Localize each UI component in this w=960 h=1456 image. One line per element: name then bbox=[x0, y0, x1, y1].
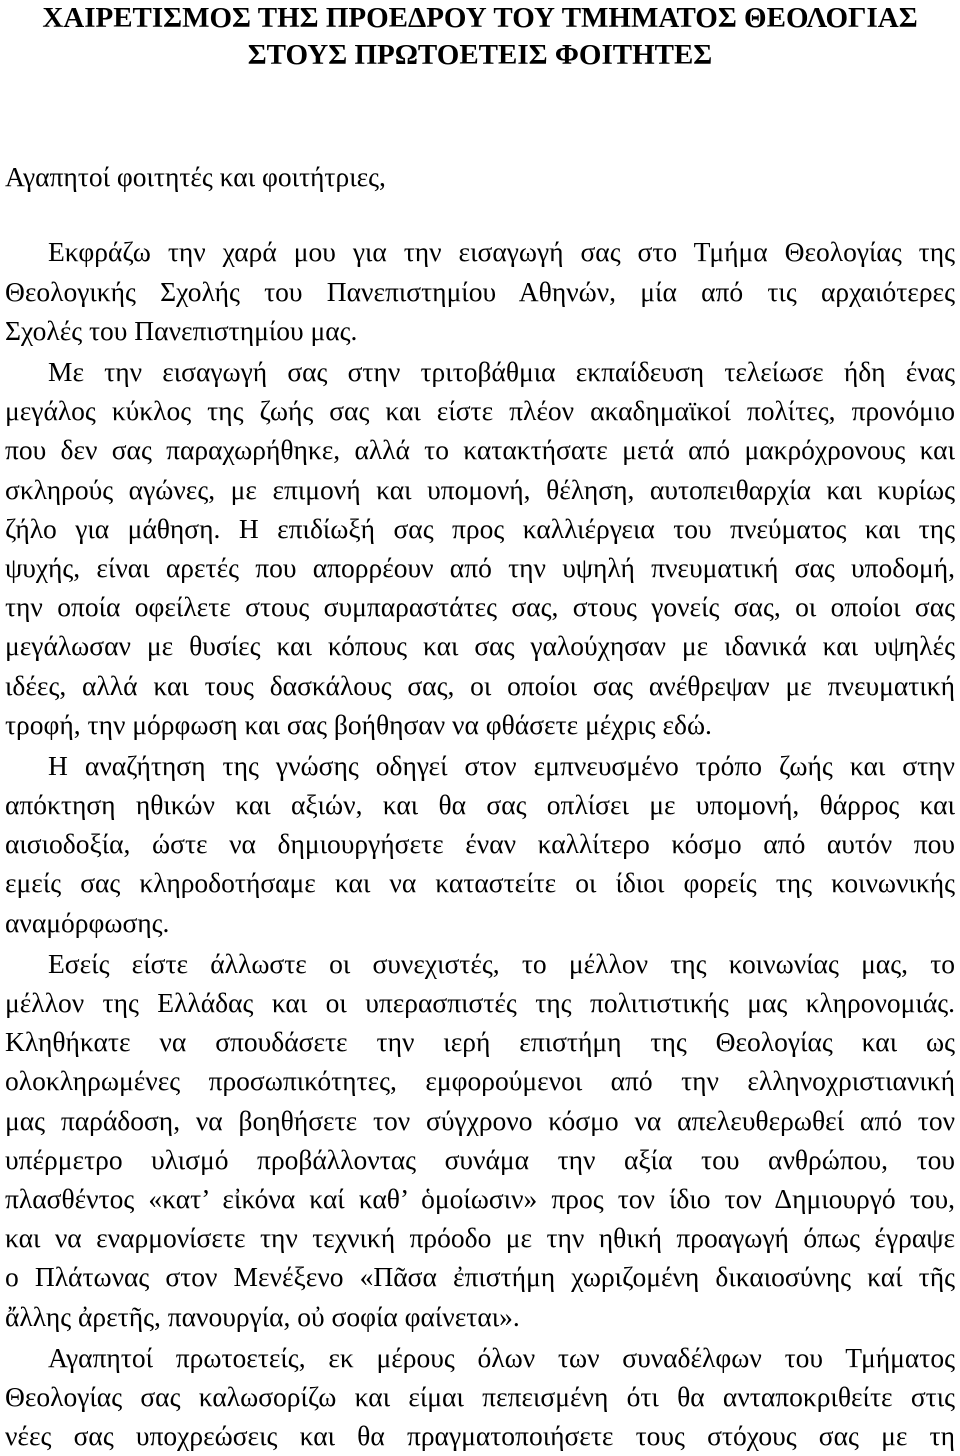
body-paragraph bbox=[5, 944, 955, 1336]
paragraph-line: μας παράδοση, να βοηθήσετε τον σύγχρονο κόσμο να απελευθερωθεί από τον bbox=[5, 1104, 955, 1136]
paragraph-line: που δεν σας παραχωρήθηκε, αλλά το κατακτήσατε μετά από μακρόχρονους και bbox=[5, 434, 955, 466]
paragraph-line: και να εναρμονίσετε την τεχνική πρόοδο με την ηθική προαγωγή όπως έγραψε bbox=[5, 1222, 955, 1254]
paragraph-line: Η αναζήτηση της γνώσης οδηγεί στον εμπνευσμένο τρόπο ζωής και στην bbox=[48, 749, 955, 781]
body-paragraph bbox=[5, 746, 955, 942]
paragraph-line: Με την εισαγωγή σας στην τριτοβάθμια εκπαίδευση τελείωσε ήδη ένας bbox=[48, 356, 955, 388]
paragraph-line: αναμόρφωσης. bbox=[5, 906, 170, 938]
title-line: ΧΑΙΡΕΤΙΣΜΟΣ ΤΗΣ ΠΡΟΕΔΡΟΥ ΤΟΥ ΤΜΗΜΑΤΟΣ ΘΕΟΛΟΓΙΑΣ bbox=[42, 2, 918, 34]
paragraph-line: Θεολογίας σας καλωσορίζω και είμαι πεπεισμένη ότι θα ανταποκριθείτε στις bbox=[5, 1380, 955, 1412]
paragraph-line: ιδέες, αλλά και τους δασκάλους σας, οι οποίοι σας ανέθρεψαν με πνευματική bbox=[5, 669, 955, 701]
paragraph-line: τροφή, την μόρφωση και σας βοήθησαν να φθάσετε μέχρις εδώ. bbox=[5, 708, 712, 740]
paragraph-line: ψυχής, είναι αρετές που απορρέουν από την υψηλή πνευματική σας υποδομή, bbox=[5, 551, 955, 583]
paragraph-line: Σχολές του Πανεπιστημίου μας. bbox=[5, 314, 358, 346]
paragraph-line: Εκφράζω την χαρά μου για την εισαγωγή σας στο Τμήμα Θεολογίας της bbox=[48, 236, 955, 268]
paragraph-line: μεγάλος κύκλος της ζωής σας και είστε πλέον ακαδημαϊκοί πολίτες, προνόμιο bbox=[5, 395, 955, 427]
paragraph-line: μέλλον της Ελλάδας και οι υπερασπιστές της πολιτιστικής μας κληρονομιάς. bbox=[5, 987, 955, 1019]
paragraph-line: απόκτηση ηθικών και αξιών, και θα σας οπλίσει με υπομονή, θάρρος και bbox=[5, 789, 955, 821]
body-paragraph bbox=[5, 232, 955, 350]
paragraph-line: ζήλο για μάθηση. Η επιδίωξή σας προς καλλιέργεια του πνεύματος και της bbox=[5, 512, 955, 544]
paragraph-line: σκληρούς αγώνες, με επιμονή και υπομονή, θέληση, αυτοπειθαρχία και κυρίως bbox=[5, 473, 955, 505]
paragraph-line: νέες σας υποχρεώσεις και θα πραγματοποιήσετε τους στόχους σας με τη bbox=[5, 1420, 955, 1452]
paragraph-line: πλασθέντος «κατ’ εἰκόνα καί καθ’ ὁμοίωσιν» προς τον ίδιο τον Δημιουργό του, bbox=[5, 1182, 955, 1214]
paragraph-line: ο Πλάτωνας στον Μενέξενο «Πᾶσα ἐπιστήμη χωριζομένη δικαιοσύνης καί τῆς bbox=[5, 1261, 955, 1293]
salutation: Αγαπητοί φοιτητές και φοιτήτριες, bbox=[5, 161, 386, 193]
paragraph-line: υπέρμετρο υλισμό προβάλλοντας συνάμα την αξία του ανθρώπου, του bbox=[5, 1143, 955, 1175]
page-title bbox=[0, 0, 960, 74]
paragraph-line: ἄλλης ἀρετῆς, πανουργία, οὐ σοφία φαίνεται». bbox=[5, 1300, 520, 1332]
paragraph-line: μεγάλωσαν με θυσίες και κόπους και σας γαλούχησαν με ιδανικά και υψηλές bbox=[5, 630, 955, 662]
paragraph-line: Αγαπητοί πρωτοετείς, εκ μέρους όλων των συναδέλφων του Τμήματος bbox=[48, 1341, 955, 1373]
paragraph-line: Κληθήκατε να σπουδάσετε την ιερή επιστήμη της Θεολογίας και ως bbox=[5, 1026, 955, 1058]
body-paragraph bbox=[5, 352, 955, 744]
title-line: ΣΤΟΥΣ ΠΡΩΤΟΕΤΕΙΣ ΦΟΙΤΗΤΕΣ bbox=[247, 39, 713, 71]
paragraph-line: Θεολογικής Σχολής του Πανεπιστημίου Αθηνών, μία από τις αρχαιότερες bbox=[5, 275, 955, 307]
paragraph-line: αισιοδοξία, ώστε να δημιουργήσετε έναν καλλίτερο κόσμο από αυτόν που bbox=[5, 828, 955, 860]
body-paragraph bbox=[5, 1338, 955, 1456]
paragraph-line: την οποία οφείλετε στους συμπαραστάτες σας, στους γονείς σας, οι οποίοι σας bbox=[5, 591, 955, 623]
paragraph-line: Εσείς είστε άλλωστε οι συνεχιστές, το μέλλον της κοινωνίας μας, το bbox=[48, 947, 955, 979]
paragraph-line: ολοκληρωμένες προσωπικότητες, εμφορούμενοι από την ελληνοχριστιανική bbox=[5, 1065, 955, 1097]
paragraph-line: εμείς σας κληροδοτήσαμε και να καταστείτε οι ίδιοι φορείς της κοινωνικής bbox=[5, 867, 955, 899]
